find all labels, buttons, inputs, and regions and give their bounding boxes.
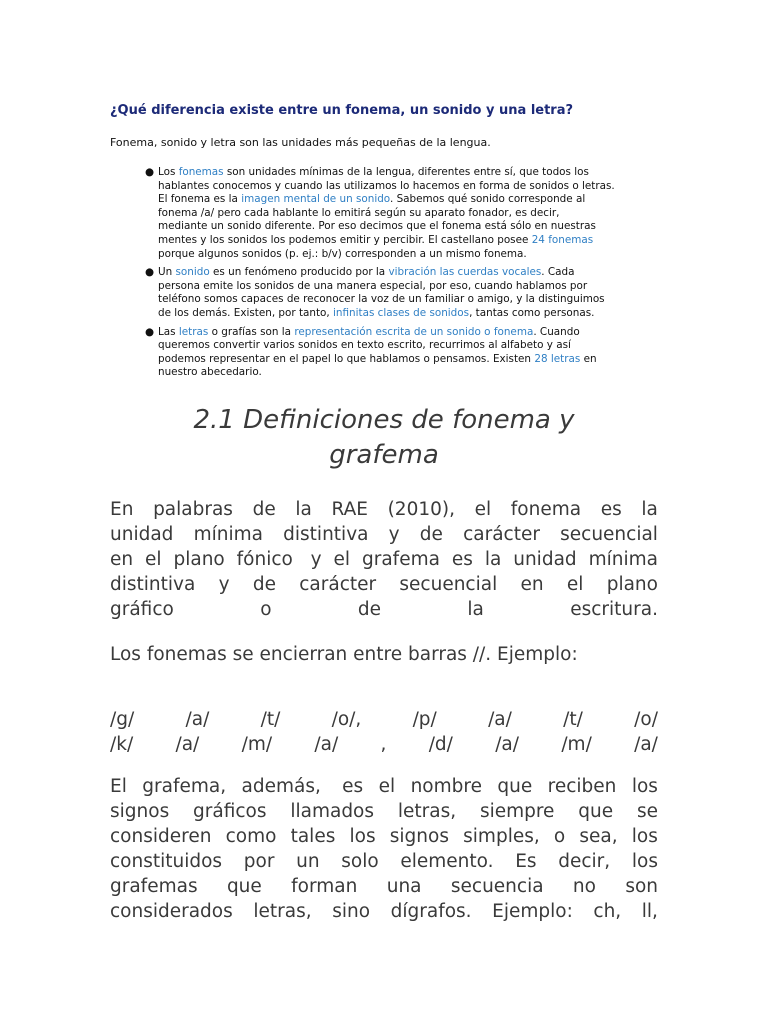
word: nombre [410, 776, 482, 797]
word: distintiva [110, 574, 196, 595]
bullet-text: mentes y los sonidos los podemos emitir y percibir. El castellano posee [158, 233, 532, 246]
word: de [252, 499, 276, 520]
scan-intro: Fonema, sonido y letra son las unidades más pequeñas de la lengua. [110, 136, 491, 149]
bullet-line [158, 220, 703, 234]
highlighted-term: 28 letras [534, 352, 581, 365]
word: simples, [463, 826, 540, 847]
word: fónico [236, 549, 293, 570]
highlighted-term: sonido [175, 266, 210, 279]
paragraph-line [110, 547, 658, 572]
bullet-line [158, 326, 703, 340]
bullet-text: fonema /a/ pero cada hablante lo emitirá según su aparato fonador, es decir, [158, 206, 560, 219]
word: Ejemplo: [492, 901, 573, 922]
highlighted-term: letras [178, 325, 209, 338]
word: consideren [110, 826, 212, 847]
word: /t/ [563, 709, 583, 730]
bullet-text: hablantes conocemos y cuando las utilizamos lo hacemos en forma de sonidos o letras. [158, 179, 615, 192]
word: mínima [193, 524, 263, 545]
bullet-item [143, 326, 703, 380]
bullet-item [143, 166, 703, 261]
paragraph-line [110, 874, 658, 899]
word: la [467, 599, 484, 620]
paragraph-line [110, 799, 658, 824]
word: solo [341, 851, 379, 872]
bullet-line [158, 166, 703, 180]
word: es [336, 776, 364, 797]
word: En [110, 499, 134, 520]
word: ll, [641, 901, 658, 922]
word: /a/ [175, 734, 200, 755]
word: /m/ [561, 734, 592, 755]
word: mínima [588, 549, 658, 570]
word: o [260, 599, 272, 620]
word: dígrafos. [390, 901, 472, 922]
word: la [484, 549, 502, 570]
section-title-line1: 2.1 Definiciones de fonema y [193, 405, 575, 435]
highlighted-term: 24 fonemas [531, 233, 594, 246]
word: /k/ [110, 734, 134, 755]
word: /a/ [495, 734, 520, 755]
word: forman [291, 876, 358, 897]
word: /a/ [314, 734, 339, 755]
word: y [304, 549, 322, 570]
bullet-text: . Cuando [533, 325, 580, 338]
word: grafemas [110, 876, 198, 897]
paragraph-line [110, 522, 658, 547]
bullet-text: Un [158, 266, 176, 279]
word: grafema, [142, 776, 227, 797]
word: los [631, 851, 658, 872]
word: , [380, 734, 387, 755]
word: que [226, 876, 262, 897]
bullet-line [158, 280, 703, 294]
word: Es [515, 851, 537, 872]
word: palabras [153, 499, 233, 520]
word: el [333, 549, 351, 570]
paragraph-line [110, 774, 658, 799]
word: /g/ [110, 709, 135, 730]
word: (2010), [387, 499, 455, 520]
bullet-text: de los demás. Existen, por tanto, [158, 306, 334, 319]
word: /o/ [634, 709, 658, 730]
bullet-line [158, 293, 703, 307]
paragraph-rae-definition [110, 497, 658, 622]
word: plano [606, 574, 658, 595]
highlighted-term: imagen mental de un sonido [241, 193, 390, 206]
word: en [110, 549, 134, 570]
word: por [243, 851, 275, 872]
bullet-text: mediante un sonido diferente. Por eso decimos que el fonema está sólo en nuestras [158, 220, 596, 233]
bullet-text: . Cada [541, 266, 575, 279]
section-title [90, 403, 678, 473]
word: el [474, 499, 492, 520]
word: carácter [299, 574, 377, 595]
example-line [110, 732, 658, 757]
word: plano [173, 549, 225, 570]
word: fonema [510, 499, 582, 520]
word: es [600, 499, 622, 520]
word: los [631, 776, 658, 797]
bullet-line [158, 266, 703, 280]
paragraph-line [110, 572, 658, 597]
highlighted-term: fonemas [178, 166, 224, 178]
bullet-text: podemos representar en el papel lo que hablamos o pensamos. Existen [158, 352, 535, 365]
word: unidad [110, 524, 174, 545]
word: tales [290, 826, 336, 847]
bullet-text: queremos convertir varios sonidos en texto escrito, recurrimos al alfabeto y así [158, 339, 571, 352]
bullet-text: son unidades mínimas de la lengua, diferentes entre sí, que todos los [223, 166, 589, 178]
word: RAE [331, 499, 368, 520]
word: y [218, 574, 230, 595]
bullet-text: , tantas como personas. [469, 306, 595, 319]
bullet-line [158, 180, 703, 194]
word: reciben [547, 776, 617, 797]
word: siempre [479, 801, 555, 822]
bullet-line [158, 207, 703, 221]
word: una [386, 876, 422, 897]
word: como [225, 826, 277, 847]
bullet-text: El fonema es la [158, 193, 242, 206]
bullet-text: nuestro abecedario. [158, 366, 262, 379]
bullet-dot: ● [145, 266, 155, 279]
paragraph-line [110, 597, 658, 622]
bullet-text: persona emite los sonidos de una manera especial, por eso, cuando hablamos por [158, 279, 588, 292]
scan-heading: ¿Qué diferencia existe entre un fonema, un sonido y una letra? [110, 103, 574, 118]
word: unidad [513, 549, 577, 570]
word: secuencial [399, 574, 498, 595]
bullet-line [158, 193, 703, 207]
word: ch, [593, 901, 622, 922]
word: no [572, 876, 596, 897]
bullet-item [143, 266, 703, 320]
word: de [419, 524, 443, 545]
word: signos [389, 826, 449, 847]
word: /p/ [412, 709, 437, 730]
bullet-line [158, 248, 703, 262]
word: /a/ [634, 734, 658, 755]
word: llamados [290, 801, 375, 822]
bullet-list [143, 166, 703, 385]
word: letras, [397, 801, 457, 822]
word: en [520, 574, 544, 595]
word: elemento. [400, 851, 494, 872]
bullet-dot: ● [145, 166, 155, 178]
word: o [553, 826, 566, 847]
word: constituidos [110, 851, 223, 872]
paragraph-grafema [110, 774, 658, 924]
word: que [578, 801, 614, 822]
example-line [110, 707, 658, 732]
word: de [357, 599, 382, 620]
word: distintiva [283, 524, 369, 545]
word: y [388, 524, 400, 545]
word: /o/, [331, 709, 362, 730]
bullet-text: Las [158, 325, 179, 338]
bullet-text: . Sabemos qué sonido corresponde al [389, 193, 586, 206]
word: El [110, 776, 127, 797]
highlighted-term: infinitas clases de sonidos [333, 306, 470, 319]
bullet-line [158, 353, 703, 367]
highlighted-term: vibración las cuerdas vocales [388, 266, 542, 279]
phoneme-examples [110, 707, 658, 757]
word: escritura. [570, 599, 658, 620]
section-title-line2: grafema [329, 440, 439, 470]
bullet-line [158, 366, 703, 380]
highlighted-term: representación escrita de un sonido o fonema [294, 325, 534, 338]
paragraph-line [110, 849, 658, 874]
word: son [625, 876, 658, 897]
paragraph-barras-text: Los fonemas se encierran entre barras //. Ejemplo: [110, 644, 578, 665]
word: /a/ [185, 709, 210, 730]
paragraph-line [110, 899, 658, 924]
paragraph-line [110, 497, 658, 522]
paragraph-line [110, 824, 658, 849]
word: grafema [362, 549, 440, 570]
word: además, [241, 776, 321, 797]
word: los [631, 826, 658, 847]
word: /m/ [241, 734, 273, 755]
word: es [451, 549, 473, 570]
word: decir, [558, 851, 611, 872]
word: secuencial [560, 524, 658, 545]
word: letras, [253, 901, 312, 922]
word: que [497, 776, 533, 797]
word: el [378, 776, 396, 797]
bullet-text: teléfono somos capaces de reconocer la voz de un familiar o amigo, y la distinguimos [158, 293, 605, 306]
paragraph-barras [110, 642, 658, 667]
word: sea, [579, 826, 618, 847]
word: /a/ [488, 709, 512, 730]
word: /d/ [428, 734, 453, 755]
bullet-text: o grafías son la [208, 325, 295, 338]
bullet-text: es un fenómeno producido por la [209, 266, 389, 279]
word: se [636, 801, 658, 822]
word: gráficos [193, 801, 267, 822]
bullet-text: Los [158, 166, 179, 178]
word: sino [332, 901, 371, 922]
bullet-dot: ● [145, 325, 155, 338]
word: gráfico [110, 599, 174, 620]
word: signos [110, 801, 170, 822]
word: /t/ [260, 709, 281, 730]
word: un [296, 851, 320, 872]
word: los [349, 826, 376, 847]
word: de [252, 574, 276, 595]
word: el [566, 574, 584, 595]
word: la [295, 499, 312, 520]
bullet-line [158, 339, 703, 353]
word: el [145, 549, 162, 570]
bullet-line [158, 307, 703, 321]
word: la [641, 499, 658, 520]
word: carácter [463, 524, 540, 545]
word: considerados [110, 901, 233, 922]
bullet-text: porque algunos sonidos (p. ej.: b/v) corresponden a un mismo fonema. [158, 247, 527, 260]
bullet-line [158, 234, 703, 248]
bullet-text: en [580, 352, 597, 365]
word: secuencia [450, 876, 544, 897]
